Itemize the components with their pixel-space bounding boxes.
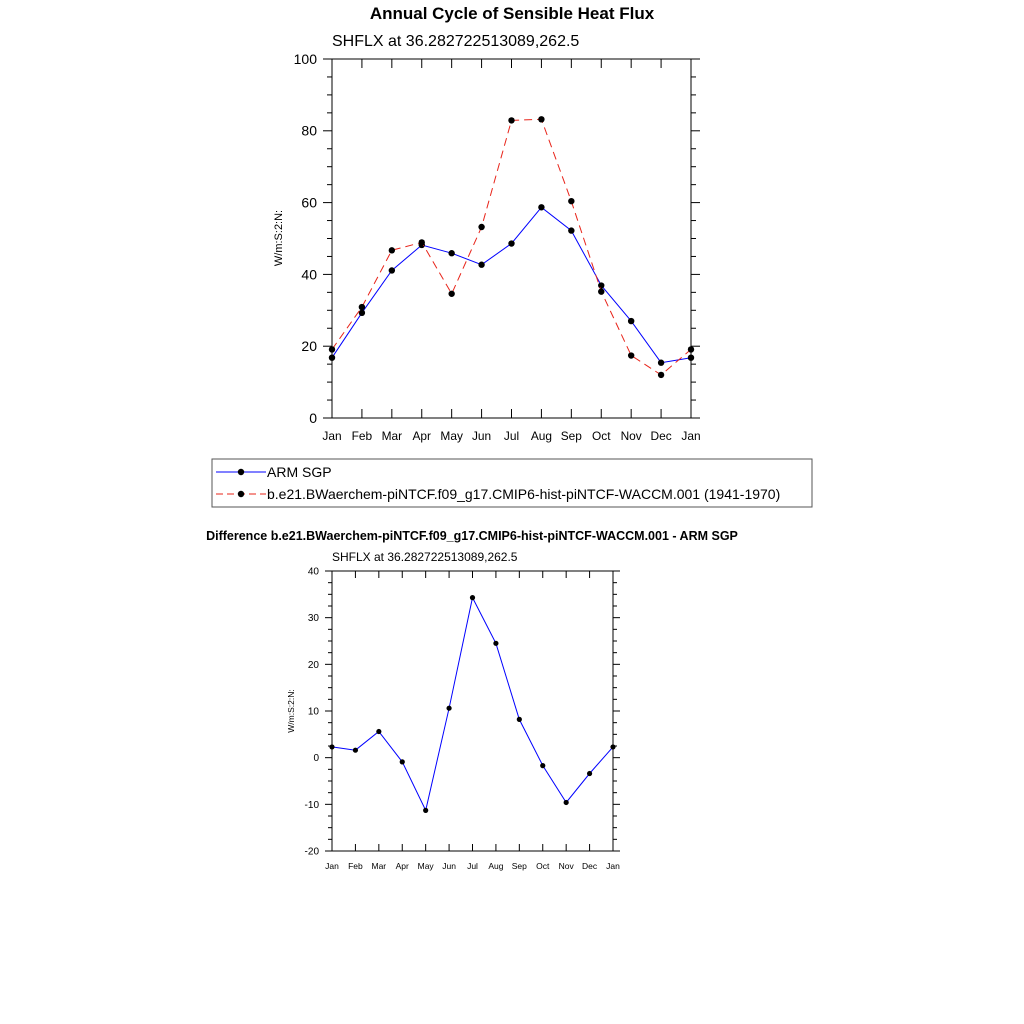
data-point [610,744,615,749]
data-point [538,204,544,210]
data-point [568,227,574,233]
x-tick-label: Mar [371,861,387,871]
plot-frame [332,59,691,418]
y-tick-label: 40 [307,566,319,578]
difference-y-axis-label: W/m:S:2:N: [286,689,296,733]
data-point [376,729,381,734]
x-tick-label: Jan [322,429,342,443]
y-tick-label: 60 [301,194,317,211]
data-point [389,247,395,253]
x-tick-label: Nov [558,861,574,871]
data-point [564,800,569,805]
data-point [470,595,475,600]
data-point [688,354,694,360]
y-tick-label: 30 [307,613,319,625]
x-tick-label: Aug [530,429,553,443]
data-point [400,759,405,764]
data-point [493,641,498,646]
series-line-1 [332,207,691,362]
difference-chart-title: Difference b.e21.BWaerchem-piNTCF.f09_g17.CMIP6-hist-piNTCF-WACCM.001 - ARM SGP [206,529,738,543]
data-point [448,291,454,297]
x-tick-label: Feb [351,429,373,443]
data-point [419,239,425,245]
data-point [688,346,694,352]
legend-marker-model [238,491,244,497]
difference-chart-subtitle: SHFLX at 36.282722513089,262.5 [332,550,518,564]
series-line-1 [332,598,613,811]
x-tick-label: May [440,429,463,443]
chart-title: Annual Cycle of Sensible Heat Flux [369,4,655,23]
y-tick-label: 0 [313,753,319,765]
x-tick-label: Nov [620,429,642,443]
data-point [329,354,335,360]
legend-label-arm: ARM SGP [267,464,332,480]
y-tick-label: 20 [307,659,319,671]
data-point [423,808,428,813]
x-tick-label: Jul [503,429,520,443]
data-point [628,318,634,324]
x-tick-label: Oct [536,861,550,871]
data-point [359,304,365,310]
x-tick-label: Sep [511,861,527,871]
data-point [540,763,545,768]
data-point [658,360,664,366]
y-tick-label: -20 [304,846,319,858]
data-point [353,748,358,753]
x-tick-label: Dec [582,861,598,871]
data-point [598,282,604,288]
data-point [598,288,604,294]
data-point [329,346,335,352]
legend-label-model: b.e21.BWaerchem-piNTCF.f09_g17.CMIP6-hist-piNTCF-WACCM.001 (1941-1970) [267,486,781,502]
difference-chart [305,567,621,872]
y-tick-label: 10 [307,706,319,718]
x-tick-label: May [417,861,434,871]
data-point [538,116,544,122]
data-point [329,744,334,749]
x-tick-label: Mar [381,429,403,443]
data-point [568,198,574,204]
y-tick-label: 80 [301,122,317,139]
data-point [658,372,664,378]
x-tick-label: Jun [471,429,492,443]
data-point [508,117,514,123]
data-point [478,224,484,230]
data-point [448,250,454,256]
annual-cycle-chart [294,51,701,443]
y-tick-label: 0 [309,409,317,426]
data-point [517,717,522,722]
y-axis-label: W/m:S:2:N: [273,209,285,267]
plot-frame [332,571,613,851]
x-tick-label: Oct [592,429,611,443]
legend-marker-arm [238,469,244,475]
legend [212,459,812,507]
x-tick-label: Feb [348,861,363,871]
series-line-2 [332,119,691,375]
data-point [587,771,592,776]
y-tick-label: 20 [301,338,317,355]
x-tick-label: Aug [488,861,504,871]
x-tick-label: Jan [325,861,339,871]
data-point [359,310,365,316]
y-tick-label: -10 [304,799,319,811]
x-tick-label: Sep [560,429,582,443]
data-point [478,262,484,268]
data-point [508,240,514,246]
x-tick-label: Jan [606,861,620,871]
x-tick-label: Jun [442,861,456,871]
x-tick-label: Apr [395,861,409,871]
data-point [389,267,395,273]
x-tick-label: Jul [467,861,478,871]
x-tick-label: Dec [650,429,672,443]
chart-subtitle: SHFLX at 36.282722513089,262.5 [332,33,580,50]
x-tick-label: Apr [412,429,432,443]
data-point [628,352,634,358]
x-tick-label: Jan [681,429,701,443]
y-tick-label: 100 [293,50,317,67]
y-tick-label: 40 [301,266,317,283]
data-point [446,706,451,711]
